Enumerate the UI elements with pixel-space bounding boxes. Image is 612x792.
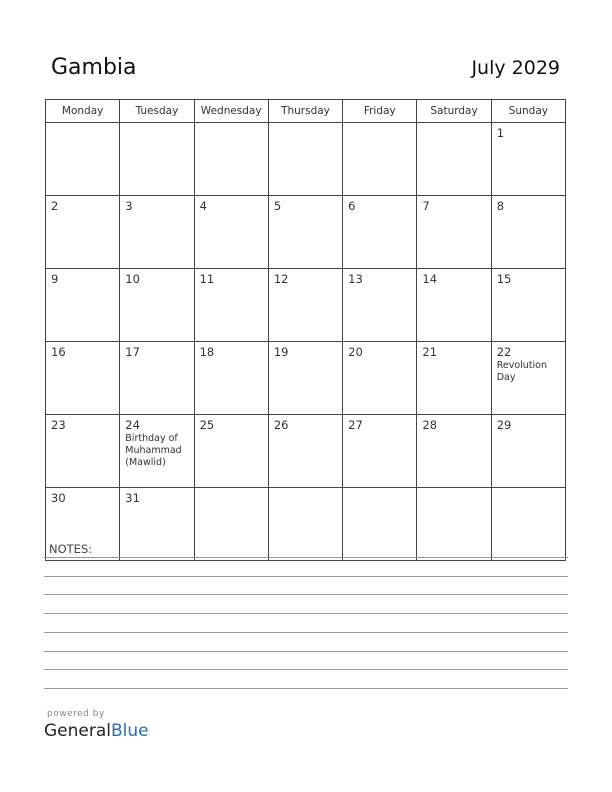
week-row: [46, 196, 566, 269]
weekday-sunday: Sunday: [491, 100, 565, 123]
week-row: [46, 488, 566, 561]
day-cell: [491, 342, 565, 415]
week-row: [46, 269, 566, 342]
note-line: [44, 557, 568, 558]
day-cell: [120, 196, 194, 269]
note-line: [44, 613, 568, 614]
calendar-grid: [45, 99, 566, 561]
day-cell: [417, 196, 491, 269]
day-number: 25: [199, 418, 215, 432]
day-number: 19: [273, 345, 289, 359]
weekday-saturday: Saturday: [417, 100, 491, 123]
day-number: 30: [51, 491, 66, 505]
day-cell: [46, 342, 120, 415]
holiday-label: Birthday of Muhammad (Mawlid): [125, 433, 182, 468]
empty-day-cell: [343, 488, 417, 561]
note-line: [44, 576, 568, 577]
holiday-label: Revolution Day: [496, 360, 547, 383]
day-cell: [120, 342, 194, 415]
empty-day-cell: [194, 488, 268, 561]
brand-general-text: General: [44, 721, 111, 741]
day-number: 1: [496, 126, 505, 140]
weekday-wednesday: Wednesday: [194, 100, 268, 123]
week-row: [46, 415, 566, 488]
day-number: 15: [496, 272, 512, 286]
day-number: 8: [496, 199, 505, 213]
day-number: 16: [51, 345, 66, 359]
day-cell: [491, 123, 565, 196]
note-line: [44, 651, 568, 652]
weekday-tuesday: Tuesday: [120, 100, 194, 123]
weekday-friday: Friday: [343, 100, 417, 123]
day-cell: [120, 488, 194, 561]
day-cell: [120, 415, 194, 488]
day-cell: [268, 196, 342, 269]
empty-day-cell: [343, 123, 417, 196]
day-number: 2: [51, 199, 59, 213]
day-number: 5: [273, 199, 282, 213]
week-row: [46, 123, 566, 196]
brand-logo[interactable]: [44, 721, 149, 741]
day-number: 18: [199, 345, 215, 359]
powered-by-text: powered by: [47, 709, 105, 719]
day-number: 6: [348, 199, 356, 213]
day-cell: [194, 196, 268, 269]
week-row: [46, 342, 566, 415]
day-cell: [343, 342, 417, 415]
day-cell: [46, 196, 120, 269]
day-cell: [194, 342, 268, 415]
day-number: 13: [348, 272, 363, 286]
day-cell: [194, 269, 268, 342]
day-number: 29: [496, 418, 512, 432]
brand-blue-text: Blue: [111, 721, 149, 741]
empty-day-cell: [194, 123, 268, 196]
note-line: [44, 669, 568, 670]
day-number: 28: [422, 418, 438, 432]
empty-day-cell: [120, 123, 194, 196]
day-number: 20: [348, 345, 363, 359]
day-cell: [343, 269, 417, 342]
day-number: 14: [422, 272, 438, 286]
day-cell: [491, 269, 565, 342]
empty-day-cell: [491, 488, 565, 561]
day-number: 31: [125, 491, 140, 505]
notes-label: NOTES:: [49, 542, 93, 556]
day-number: 21: [422, 345, 438, 359]
empty-day-cell: [46, 123, 120, 196]
day-cell: [343, 415, 417, 488]
empty-day-cell: [417, 488, 491, 561]
day-cell: [268, 415, 342, 488]
empty-day-cell: [268, 488, 342, 561]
day-number: 9: [51, 272, 59, 286]
day-number: 22: [496, 345, 512, 359]
day-number: 11: [199, 272, 215, 286]
day-cell: [46, 269, 120, 342]
day-number: 17: [125, 345, 140, 359]
day-cell: [491, 196, 565, 269]
day-cell: [491, 415, 565, 488]
weekday-thursday: Thursday: [268, 100, 342, 123]
empty-day-cell: [268, 123, 342, 196]
day-number: 7: [422, 199, 430, 213]
day-cell: [46, 415, 120, 488]
country-title: Gambia: [51, 55, 137, 80]
note-line: [44, 594, 568, 595]
day-cell: [268, 342, 342, 415]
day-cell: [343, 196, 417, 269]
empty-day-cell: [417, 123, 491, 196]
month-title: July 2029: [471, 57, 560, 79]
note-line: [44, 632, 568, 633]
day-number: 24: [125, 418, 140, 432]
day-cell: [417, 415, 491, 488]
day-cell: [120, 269, 194, 342]
day-number: 26: [273, 418, 289, 432]
day-number: 3: [125, 199, 133, 213]
day-number: 12: [273, 272, 289, 286]
day-number: 4: [199, 199, 207, 213]
day-cell: [417, 269, 491, 342]
day-cell: [268, 269, 342, 342]
day-number: 10: [125, 272, 140, 286]
day-cell: [194, 415, 268, 488]
day-cell: [417, 342, 491, 415]
day-number: 23: [51, 418, 66, 432]
note-line: [44, 688, 568, 689]
day-number: 27: [348, 418, 363, 432]
weekday-header-row: [46, 100, 566, 123]
weekday-monday: Monday: [46, 100, 120, 123]
